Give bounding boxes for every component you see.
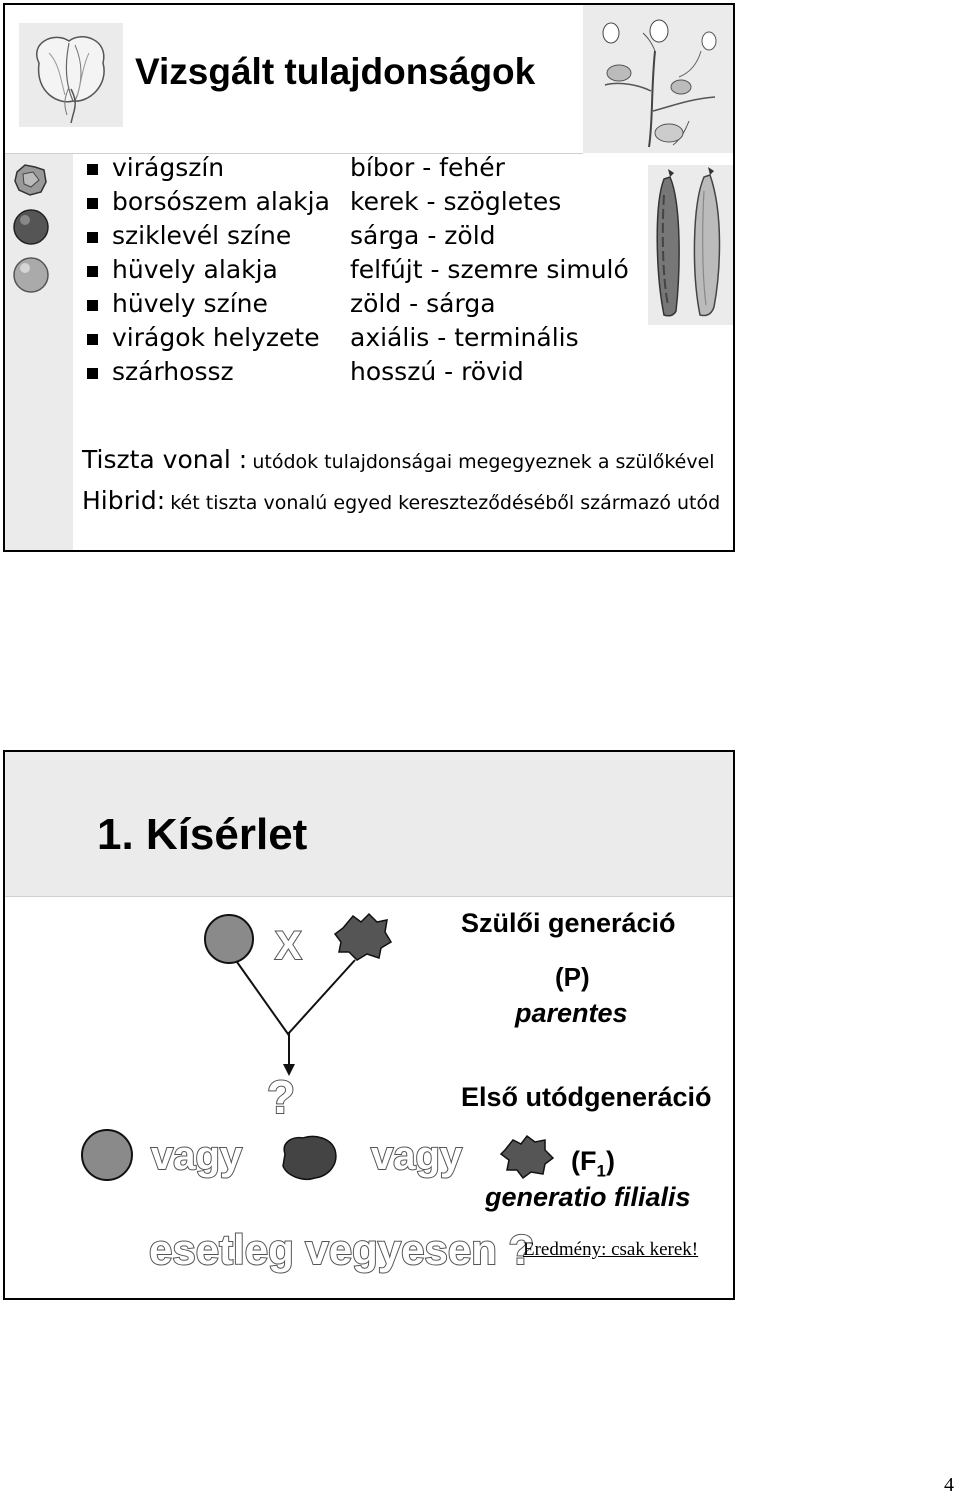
wrinkled-pea-icon [11, 160, 51, 200]
bullet-icon [87, 368, 98, 379]
parent-generation-latin: parentes [515, 998, 628, 1028]
parent-generation-abbr: (P) [555, 962, 590, 992]
f1-abbr-suffix: ) [605, 1146, 615, 1176]
trait-name: szárhossz [112, 357, 234, 386]
trait-values: bíbor - fehér [350, 153, 505, 182]
pea-pods-icon [648, 165, 734, 325]
trait-name: hüvely színe [112, 289, 268, 318]
or-word-2: vagy [371, 1134, 463, 1178]
cross-lines [237, 960, 355, 1034]
round-pea-icon [11, 207, 51, 247]
f1-generation-abbr [571, 1146, 615, 1181]
trait-values: zöld - sárga [350, 289, 496, 318]
trait-name: virágszín [112, 153, 225, 182]
pea-plant-icon [589, 11, 729, 149]
definition-pure-line [82, 445, 715, 474]
pea-flower-icon [19, 23, 123, 127]
bullet-icon [87, 164, 98, 175]
bullet-icon [87, 334, 98, 345]
f1-abbr-prefix: (F [571, 1146, 597, 1176]
trait-values: kerek - szögletes [350, 187, 562, 216]
trait-name: hüvely alakja [112, 255, 278, 284]
trait-name: sziklevél színe [112, 221, 292, 250]
definition-term: Tiszta vonal : [82, 445, 248, 474]
cross-diagram [5, 902, 485, 1042]
trait-values: sárga - zöld [350, 221, 496, 250]
trait-values: hosszú - rövid [350, 357, 524, 386]
page-title: Vizsgált tulajdonságok [135, 51, 536, 92]
definition-text: két tiszta vonalú egyed kereszteződéséből származó utód [170, 492, 721, 514]
result-text: Eredmény: csak kerek! [523, 1239, 699, 1260]
trait-values: felfújt - szemre simuló [350, 255, 629, 284]
slide-title: 1. Kísérlet [97, 810, 308, 859]
slide-experiment [3, 750, 735, 1300]
trait-values: axiális - terminális [350, 323, 579, 352]
wrinkled-pea-parent [335, 914, 391, 960]
definition-term: Hibrid: [82, 486, 166, 515]
definition-hybrid [82, 486, 720, 515]
trait-name: virágok helyzete [112, 323, 320, 352]
slide-traits [3, 3, 735, 552]
f1-generation-latin: generatio filialis [485, 1182, 691, 1212]
yellow-pea-icon [11, 255, 51, 295]
or-word-1: vagy [151, 1134, 243, 1178]
cross-symbol: X [275, 924, 302, 968]
bullet-icon [87, 300, 98, 311]
offspring-mixed-pea [277, 1134, 339, 1182]
parent-generation-label: Szülői generáció [461, 908, 676, 938]
offspring-round-pea [79, 1127, 139, 1183]
f1-generation-label: Első utódgeneráció [461, 1082, 712, 1112]
round-pea-parent [205, 915, 253, 963]
bullet-icon [87, 232, 98, 243]
offspring-wrinkled-pea [499, 1132, 555, 1182]
trait-name: borsószem alakja [112, 187, 330, 216]
bullet-icon [87, 198, 98, 209]
maybe-mixed-label: esetleg vegyesen ? [149, 1226, 535, 1273]
page-number: 4 [944, 1474, 954, 1496]
title-divider [5, 896, 733, 897]
question-mark: ? [267, 1071, 296, 1123]
definition-text: utódok tulajdonságai megegyeznek a szülőkével [252, 451, 715, 473]
bullet-icon [87, 266, 98, 277]
f1-abbr-subscript: 1 [596, 1161, 606, 1181]
